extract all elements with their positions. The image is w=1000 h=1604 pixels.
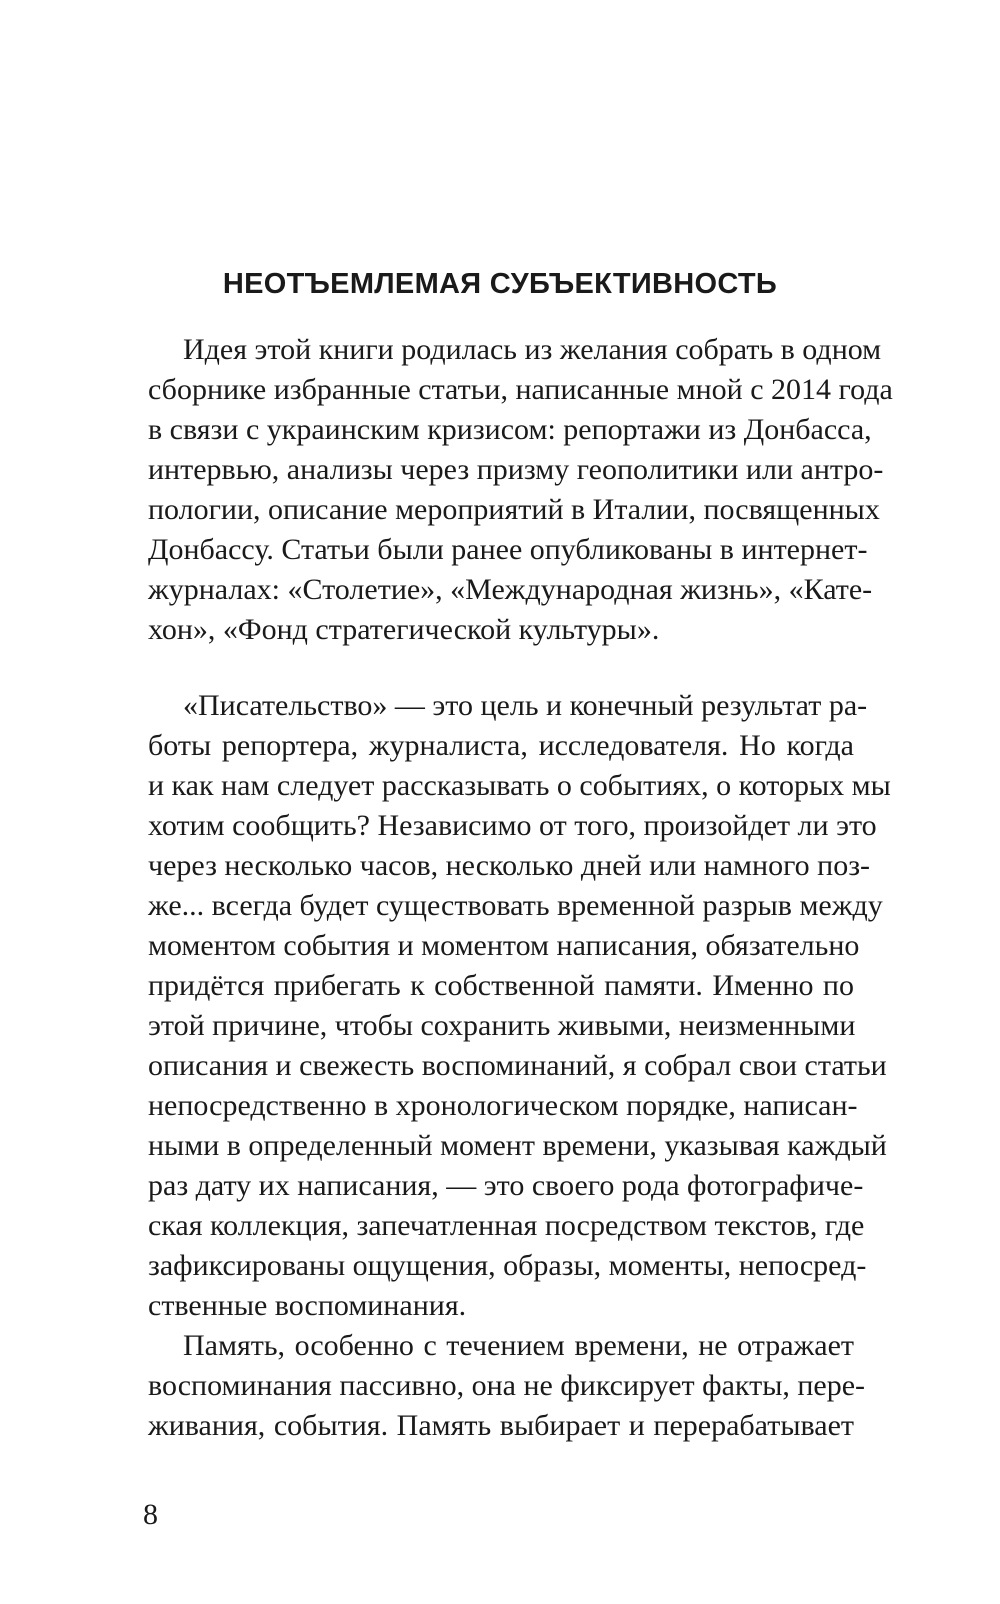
paragraph-2-line: и как нам следует рассказывать о событиях, о которых мы: [148, 769, 891, 802]
paragraph-2-line: же... всегда будет существовать временной разрыв между: [148, 889, 883, 922]
paragraph-1-line: интервью, анализы через призму геополитики или антро-: [148, 453, 884, 486]
paragraph-2-line: боты репортера, журналиста, исследователя. Но когда: [148, 729, 854, 762]
chapter-title: НЕОТЪЕМЛЕМАЯ СУБЪЕКТИВНОСТЬ: [222, 268, 778, 300]
paragraph-3-line: живания, события. Память выбирает и перерабатывает: [148, 1409, 854, 1442]
paragraph-2-line: раз дату их написания, — это своего рода фотографиче-: [148, 1169, 864, 1202]
paragraph-2-line: ская коллекция, запечатленная посредством текстов, где: [148, 1209, 865, 1242]
paragraph-2-line: через несколько часов, несколько дней или намного поз-: [148, 849, 871, 882]
paragraph-2-line: описания и свежесть воспоминаний, я собрал свои статьи: [148, 1049, 887, 1082]
paragraph-1-line: сборнике избранные статьи, написанные мной с 2014 года: [148, 373, 893, 406]
paragraph-2-line: «Писательство» — это цель и конечный результат ра-: [183, 689, 868, 722]
paragraph-2-line: моментом события и моментом написания, обязательно: [148, 929, 860, 962]
paragraph-1-line: хон», «Фонд стратегической культуры».: [148, 613, 660, 646]
page-number: 8: [143, 1498, 158, 1531]
paragraph-2-line: зафиксированы ощущения, образы, моменты, непосред-: [148, 1249, 867, 1282]
paragraph-1-line: Донбассу. Статьи были ранее опубликованы в интернет-: [148, 533, 868, 566]
paragraph-2-line: ственные воспоминания.: [148, 1289, 467, 1322]
paragraph-2-line: хотим сообщить? Независимо от того, произойдет ли это: [148, 809, 877, 842]
paragraph-1-line: в связи с украинским кризисом: репортажи из Донбасса,: [148, 413, 872, 446]
paragraph-3-line: воспоминания пассивно, она не фиксирует факты, пере-: [148, 1369, 866, 1402]
paragraph-2-line: непосредственно в хронологическом порядке, написан-: [148, 1089, 858, 1122]
paragraph-2-line: этой причине, чтобы сохранить живыми, неизменными: [148, 1009, 856, 1042]
paragraph-2-line: придётся прибегать к собственной памяти. Именно по: [148, 969, 854, 1002]
paragraph-1-line: пологии, описание мероприятий в Италии, посвященных: [148, 493, 880, 526]
paragraph-1-line: Идея этой книги родилась из желания собрать в одном: [183, 333, 882, 366]
paragraph-3-line: Память, особенно с течением времени, не отражает: [183, 1329, 854, 1362]
paragraph-1-line: журналах: «Столетие», «Международная жизнь», «Кате-: [148, 573, 873, 606]
paragraph-2-line: ными в определенный момент времени, указывая каждый: [148, 1129, 887, 1162]
